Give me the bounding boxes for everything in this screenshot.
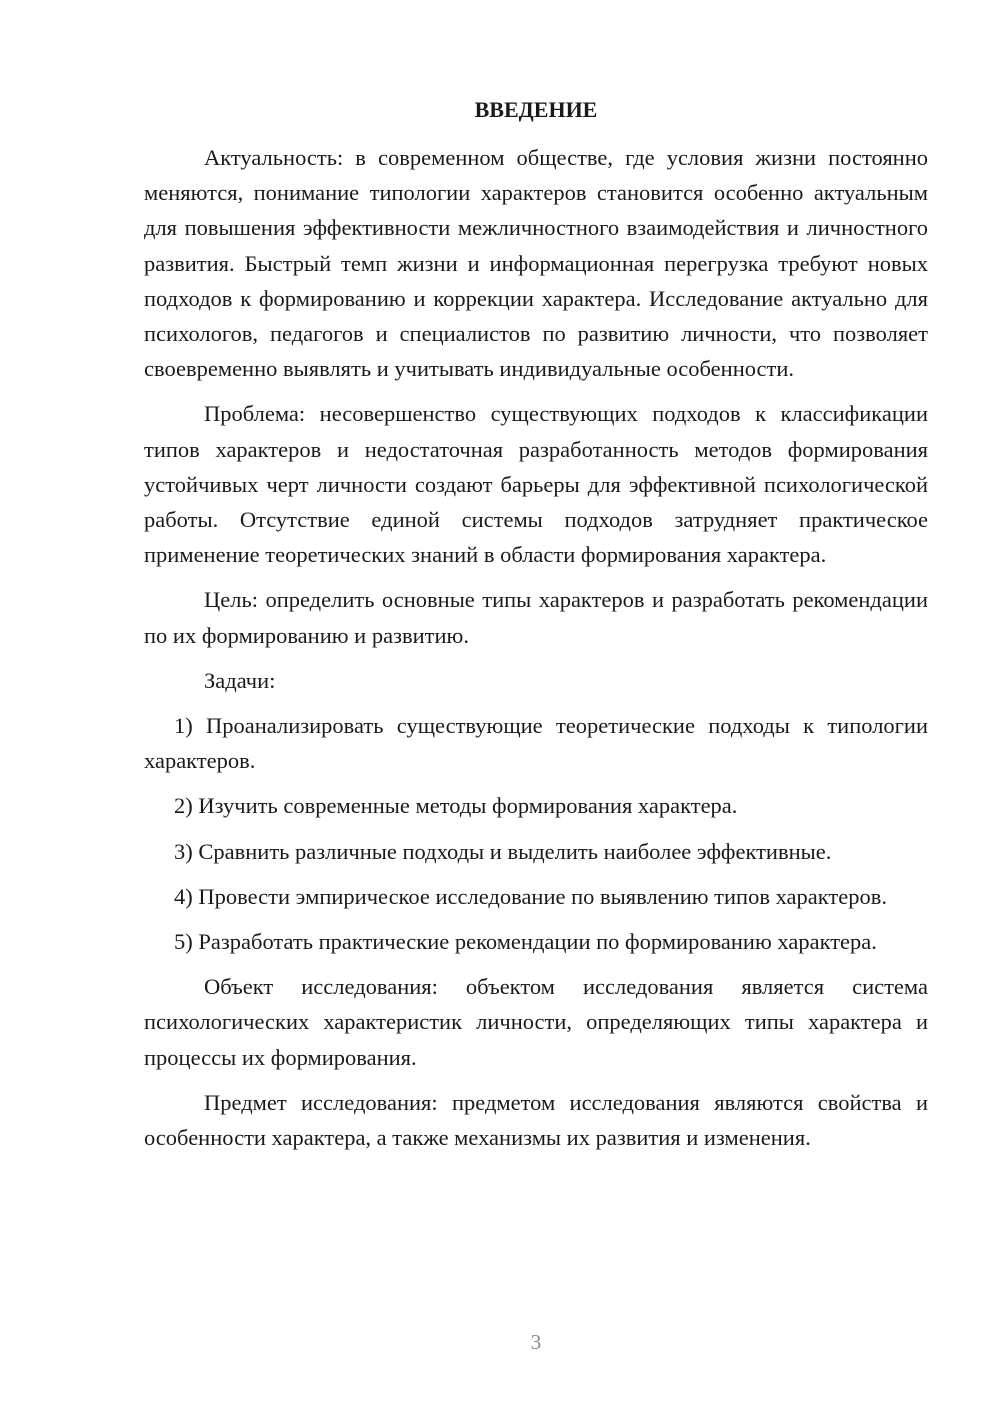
paragraph-problem: Проблема: несовершенство существующих подходов к классификации типов характеров и недостаточная разработанность методов формирования устойчивых черт личности создают барьеры для эффективной психологической работы. Отсутствие единой системы подходов затрудняет практическое применение теоретических знаний в области формирования характера. (144, 401, 928, 568)
task-item-1: 1) Проанализировать существующие теоретические подходы к типологии характеров. (144, 713, 928, 774)
paragraph-relevance: Актуальность: в современном обществе, где условия жизни постоянно меняются, понимание типологии характеров становится особенно актуальным для повышения эффективности межличностного взаимодействия и личностного развития. Быстрый темп жизни и информационная перегрузка требуют новых подходов к формированию и коррекции характера. Исследование актуально для психологов, педагогов и специалистов по развитию личности, что позволяет своевременно выявлять и учитывать индивидуальные особенности. (144, 145, 928, 382)
page-number: 3 (530, 1330, 542, 1354)
paragraph-object: Объект исследования: объектом исследования является система психологических характеристик личности, определяющих типы характера и процессы их формирования. (144, 974, 928, 1070)
task-item-3: 3) Сравнить различные подходы и выделить наиболее эффективные. (174, 838, 832, 864)
page-title: ВВЕДЕНИЕ (474, 97, 598, 122)
task-item-4: 4) Провести эмпирическое исследование по выявлению типов характеров. (174, 883, 887, 909)
paragraph-subject: Предмет исследования: предметом исследования являются свойства и особенности характера, а также механизмы их развития и изменения. (144, 1089, 928, 1151)
tasks-heading: Задачи: (204, 667, 276, 693)
paragraph-goal: Цель: определить основные типы характеров и разработать рекомендации по их формированию и развитию. (144, 587, 928, 648)
task-item-2: 2) Изучить современные методы формирования характера. (174, 793, 738, 819)
task-item-5: 5) Разработать практические рекомендации по формированию характера. (174, 929, 877, 955)
document-body (144, 92, 928, 1165)
